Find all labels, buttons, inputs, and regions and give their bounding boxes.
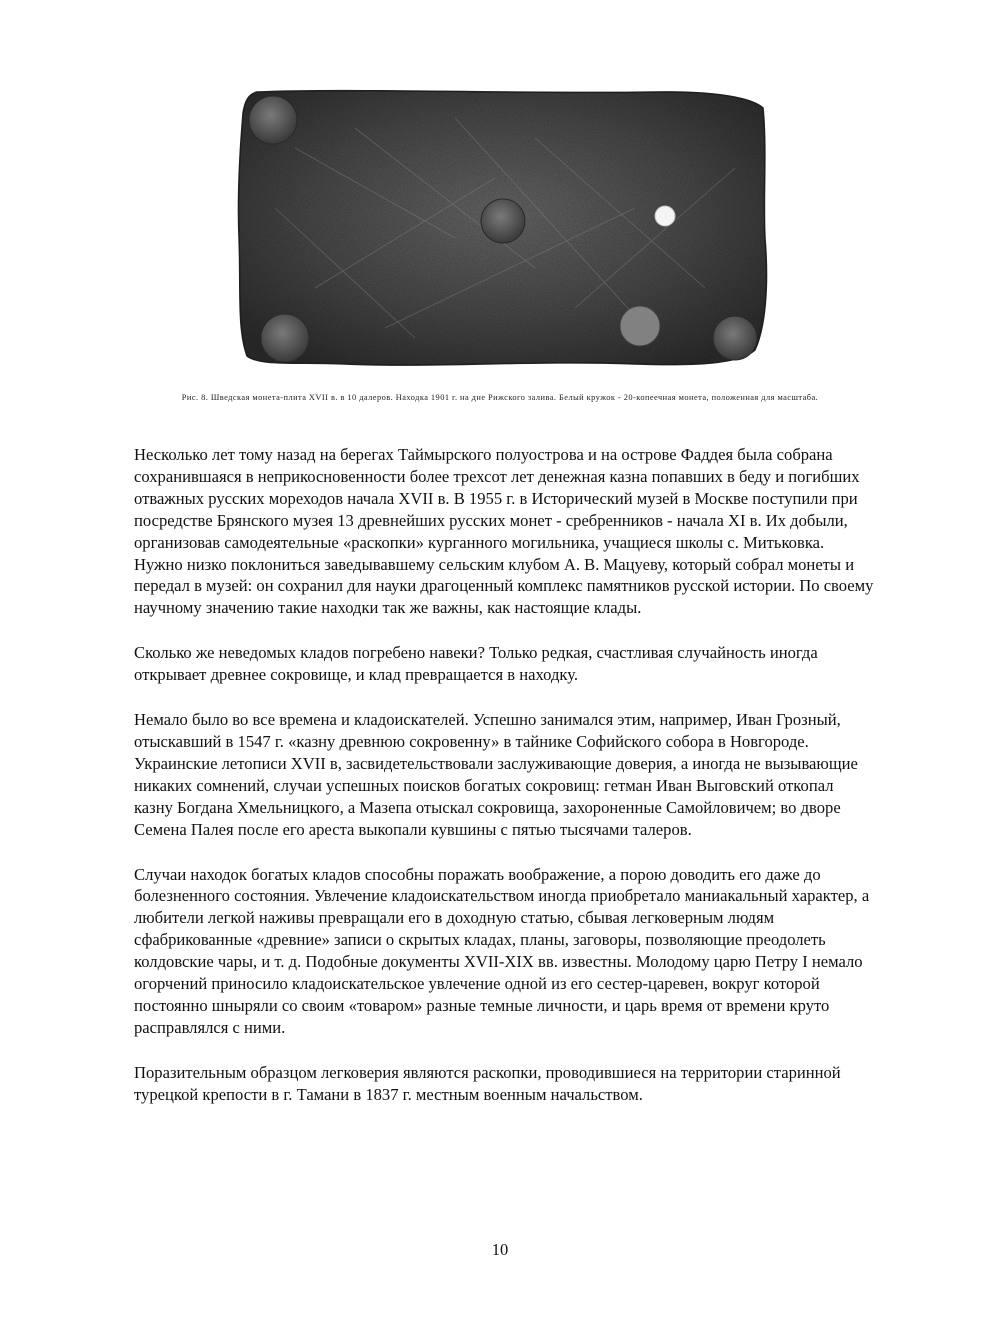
figure-coin-plate xyxy=(235,88,770,370)
coin-plate-photo-icon xyxy=(235,88,770,370)
figure-caption: Рис. 8. Шведская монета-плита XVII в. в 10 далеров. Находка 1901 г. на дне Рижского залива. Белый кружок - 20-копеечная монета, положенная для масштаба. xyxy=(181,393,819,402)
paragraph-4: Случаи находок богатых кладов способны поражать воображение, а порою доводить его даже до болезненного состояния. Увлечение кладоискательством иногда приобретало маниакальный характер, а любители легкой наживы превращали его в доходную статью, сбывая легковерным людям сфабрикованные «древние» записи о скрытых кладах, планы, заговоры, позволяющие преодолеть колдовские чары, и т. д. Подобные документы XVII-XIX вв. известны. Молодому царю Петру I немало огорчений приносило кладоискательское увлечение одной из его сестер-царевен, вокруг которой постоянно шныряли со своим «товаром» разные темные личности, и царь время от времени круто расправлялся с ними. xyxy=(134,864,870,1037)
paragraph-2: Сколько же неведомых кладов погребено навеки? Только редкая, счастливая случайность иногда открывает древнее сокровище, и клад превращается в находку. xyxy=(134,643,818,685)
page-number: 10 xyxy=(491,1240,509,1259)
paragraph-3: Немало было во все времена и кладоискателей. Успешно занимался этим, например, Иван Грозный, отыскавший в 1547 г. «казну древнюю сокровенну» в тайнике Софийского собора в Новгороде. Украинские летописи XVII в, засвидетельствовали заслуживающие доверия, а иногда не вызывающие никаких сомнений, случаи успешных поисков богатых сокровищ: гетман Иван Выговский откопал казну Богдана Хмельницкого, а Мазепа отыскал сокровища, захороненные Самойловичем; во дворе Семена Палея после его ареста выкопали кувшины с пятью тысячами талеров. xyxy=(134,710,858,839)
paragraph-5: Поразительным образцом легковерия являются раскопки, проводившиеся на территории старинной турецкой крепости в г. Тамани в 1837 г. местным военным начальством. xyxy=(134,1062,841,1104)
paragraph-1: Несколько лет тому назад на берегах Таймырского полуострова и на острове Фаддея была собрана сохранившаяся в неприкосновенности более трехсот лет денежная казна попавших в беду и погибших отважных русских мореходов начала XVII в. В 1955 г. в Исторический музей в Москве поступили при посредстве Брянского музея 13 древнейших русских монет - сребренников - начала XI в. Их добыли, организовав самодеятельные «раскопки» курганного могильника, учащиеся школы с. Митьковка. Нужно низко поклониться заведывавшему сельским клубом А. В. Мацуеву, который собрал монеты и передал в музей: он сохранил для науки драгоценный комплекс памятников русской истории. По своему научному значению такие находки так же важны, как настоящие клады. xyxy=(134,445,874,618)
body-text xyxy=(134,444,874,1129)
